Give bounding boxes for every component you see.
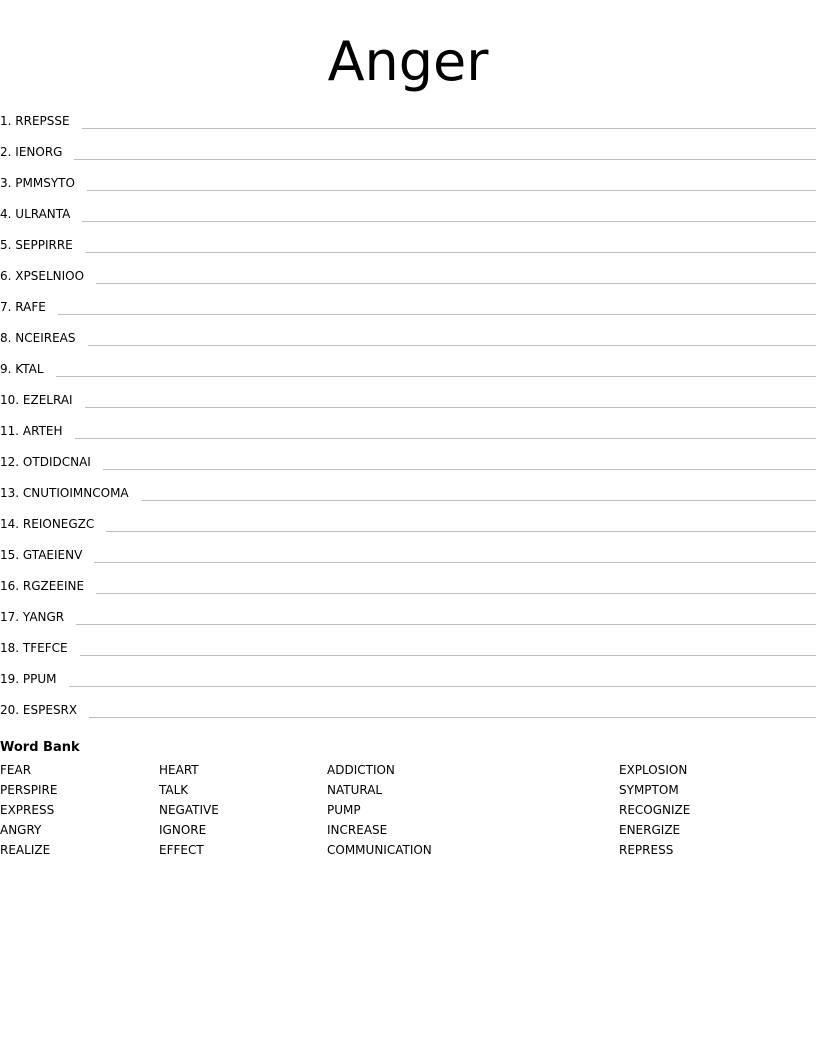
question-list	[0, 112, 816, 732]
word-bank-item: FEAR	[0, 763, 32, 777]
answer-line[interactable]	[76, 608, 816, 625]
answer-line[interactable]	[69, 670, 816, 687]
answer-line[interactable]	[85, 236, 816, 253]
answer-line[interactable]	[103, 453, 816, 470]
word-bank-column	[0, 760, 57, 860]
word-bank-item: INCREASE	[327, 823, 388, 837]
question-label: 11. ARTEH	[0, 424, 63, 438]
answer-line[interactable]	[85, 391, 816, 408]
word-bank-item: NATURAL	[327, 783, 383, 797]
question-row	[0, 453, 816, 484]
question-row	[0, 298, 816, 329]
answer-line[interactable]	[96, 267, 816, 284]
question-label: 1. RREPSSE	[0, 114, 70, 128]
question-label: 8. NCEIREAS	[0, 331, 76, 345]
question-row	[0, 670, 816, 701]
answer-line[interactable]	[87, 174, 816, 191]
question-row	[0, 143, 816, 174]
question-label: 5. SEPPIRRE	[0, 238, 73, 252]
question-row	[0, 515, 816, 546]
word-bank-item: ADDICTION	[327, 763, 395, 777]
answer-line[interactable]	[56, 360, 816, 377]
answer-line[interactable]	[80, 639, 816, 656]
question-label: 19. PPUM	[0, 672, 57, 686]
question-row	[0, 422, 816, 453]
word-bank-item: REALIZE	[0, 843, 51, 857]
question-label: 20. ESPESRX	[0, 703, 78, 717]
question-label: 12. OTDIDCNAI	[0, 455, 91, 469]
word-bank-item: TALK	[159, 783, 189, 797]
question-label: 18. TFEFCE	[0, 641, 68, 655]
question-row	[0, 236, 816, 267]
question-row	[0, 360, 816, 391]
word-bank-item: REPRESS	[619, 843, 674, 857]
question-row	[0, 577, 816, 608]
answer-line[interactable]	[89, 701, 816, 718]
question-row	[0, 205, 816, 236]
answer-line[interactable]	[94, 546, 816, 563]
word-bank-item: EXPRESS	[0, 803, 55, 817]
answer-line[interactable]	[82, 112, 816, 129]
word-bank-item: SYMPTOM	[619, 783, 679, 797]
worksheet-title: Anger	[327, 30, 489, 93]
answer-line[interactable]	[96, 577, 816, 594]
question-label: 2. IENORG	[0, 145, 63, 159]
word-bank-item: PUMP	[327, 803, 361, 817]
question-label: 14. REIONEGZC	[0, 517, 95, 531]
question-label: 4. ULRANTA	[0, 207, 71, 221]
word-bank-column	[327, 760, 432, 860]
word-bank-item: ANGRY	[0, 823, 42, 837]
question-row	[0, 174, 816, 205]
word-bank-column	[619, 760, 690, 860]
word-bank-item: IGNORE	[159, 823, 207, 837]
question-row	[0, 391, 816, 422]
question-label: 17. YANGR	[0, 610, 65, 624]
word-bank-item: EFFECT	[159, 843, 204, 857]
word-bank-title: Word Bank	[0, 740, 80, 755]
word-bank-item: HEART	[159, 763, 199, 777]
answer-line[interactable]	[58, 298, 816, 315]
question-row	[0, 484, 816, 515]
question-label: 15. GTAEIENV	[0, 548, 83, 562]
question-row	[0, 329, 816, 360]
question-row	[0, 701, 816, 732]
question-row	[0, 639, 816, 670]
question-label: 6. XPSELNIOO	[0, 269, 85, 283]
answer-line[interactable]	[106, 515, 816, 532]
question-label: 7. RAFE	[0, 300, 46, 314]
question-label: 9. KTAL	[0, 362, 44, 376]
question-label: 10. EZELRAI	[0, 393, 73, 407]
word-bank-item: COMMUNICATION	[327, 843, 432, 857]
question-row	[0, 112, 816, 143]
answer-line[interactable]	[141, 484, 816, 501]
word-bank-item: EXPLOSION	[619, 763, 688, 777]
word-bank-item: RECOGNIZE	[619, 803, 691, 817]
answer-line[interactable]	[74, 143, 816, 160]
question-label: 16. RGZEEINE	[0, 579, 85, 593]
word-bank-item: ENERGIZE	[619, 823, 681, 837]
question-label: 13. CNUTIOIMNCOMA	[0, 486, 129, 500]
answer-line[interactable]	[88, 329, 816, 346]
word-bank-item: PERSPIRE	[0, 783, 58, 797]
word-bank-item: NEGATIVE	[159, 803, 219, 817]
question-row	[0, 267, 816, 298]
word-bank-column	[159, 760, 219, 860]
answer-line[interactable]	[75, 422, 816, 439]
question-row	[0, 546, 816, 577]
question-label: 3. PMMSYTO	[0, 176, 75, 190]
question-row	[0, 608, 816, 639]
answer-line[interactable]	[82, 205, 816, 222]
